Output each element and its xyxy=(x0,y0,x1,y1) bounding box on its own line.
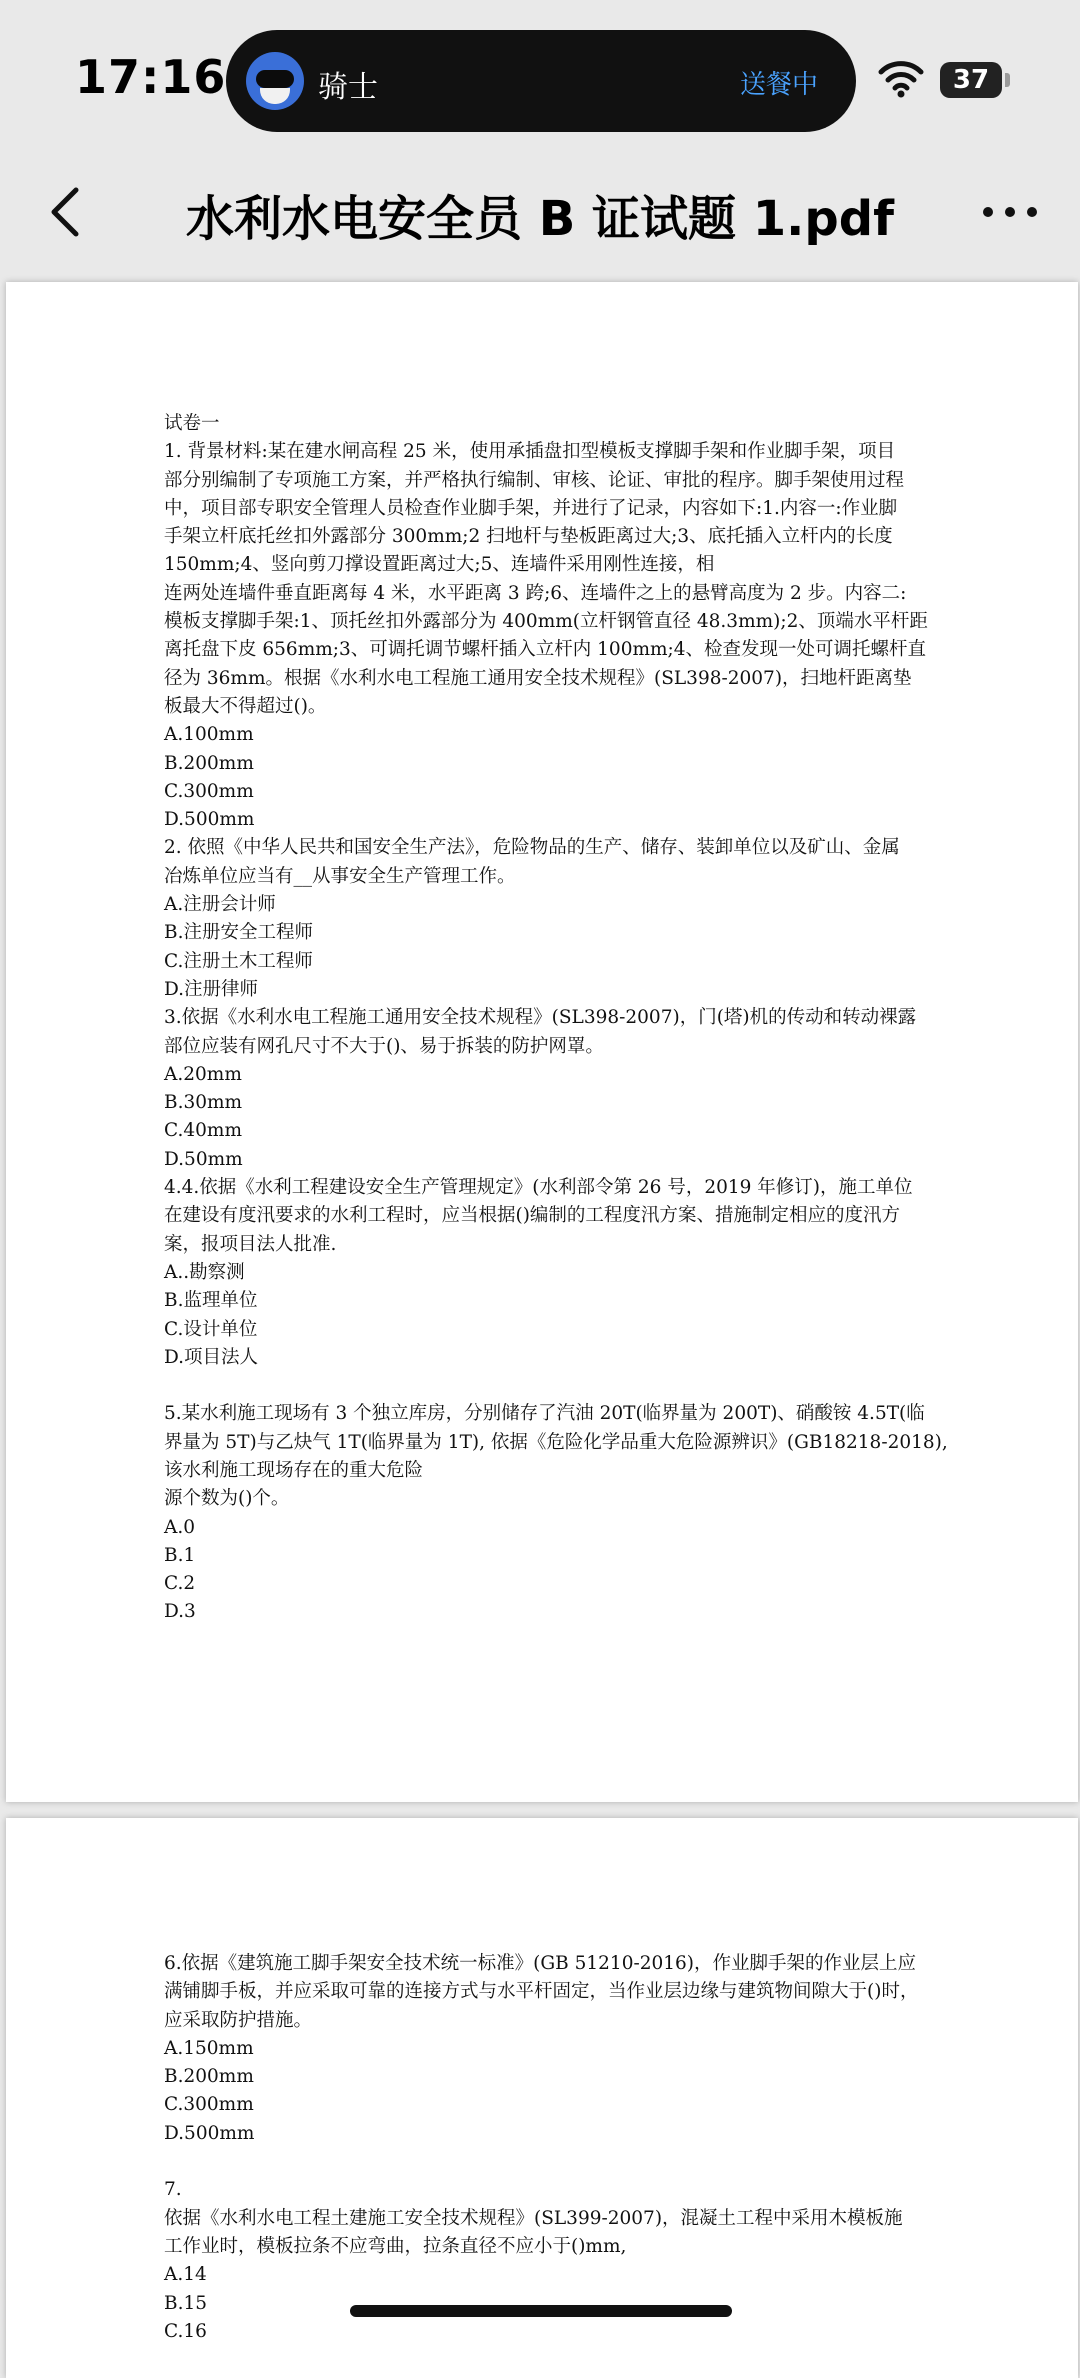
document-text-line: 离托盘下皮 656mm;3、可调托调节螺杆插入立杆内 100mm;4、检查发现一处可调托螺杆直 xyxy=(164,639,927,661)
document-text-line: 在建设有度汛要求的水利工程时，应当根据()编制的工程度汛方案、措施制定相应的度汛方 xyxy=(164,1205,900,1227)
document-text-line: 依据《水利水电工程土建施工安全技术规程》(SL399-2007)，混凝土工程中采用木模板施 xyxy=(164,2207,903,2229)
document-text-line: C.2 xyxy=(164,1573,196,1595)
document-text-line: 该水利施工现场存在的重大危险 xyxy=(164,1459,424,1481)
document-text-line: C.设计单位 xyxy=(164,1318,258,1340)
document-text-line: D.项目法人 xyxy=(164,1346,259,1368)
document-text-line: 工作业时，模板拉条不应弯曲，拉条直径不应小于()mm, xyxy=(164,2235,627,2257)
document-text-line: C.注册土木工程师 xyxy=(164,950,313,972)
document-text-line: D.注册律师 xyxy=(164,978,259,1000)
document-text-line: 5.某水利施工现场有 3 个独立库房，分别储存了汽油 20T(临界量为 200T)、硝酸铵 4.5T(临 xyxy=(164,1403,925,1425)
status-bar xyxy=(0,0,1080,160)
document-text-line: 源个数为()个。 xyxy=(164,1488,290,1510)
document-text-line: C.300mm xyxy=(164,2094,254,2116)
document-text-line: A..勘察测 xyxy=(164,1261,245,1283)
battery-icon: 37 xyxy=(940,62,1002,98)
document-text-line: B.15 xyxy=(164,2292,208,2314)
document-text-line: D.50mm xyxy=(164,1148,243,1170)
document-text-line: B.30mm xyxy=(164,1092,243,1114)
document-text-line: 150mm;4、竖向剪刀撑设置距离过大;5、连墙件采用刚性连接，相 xyxy=(164,554,715,576)
document-text-line: 1. 背景材料:某在建水闸高程 25 米，使用承插盘扣型模板支撑脚手架和作业脚手架，项目 xyxy=(164,441,896,463)
document-text-line: 案，报项目法人批准. xyxy=(164,1233,337,1255)
rider-avatar-icon xyxy=(246,52,304,110)
battery-terminal xyxy=(1005,73,1010,87)
document-text-line: B.200mm xyxy=(164,2066,254,2088)
document-text-line: D.500mm xyxy=(164,2122,255,2144)
document-text-line: 3.依据《水利水电工程施工通用安全技术规程》(SL398-2007)，门(塔)机的传动和转动裸露 xyxy=(164,1007,917,1029)
dynamic-island-live-activity[interactable] xyxy=(226,30,856,132)
back-chevron-icon[interactable] xyxy=(38,182,98,242)
live-activity-status: 送餐中 xyxy=(739,70,818,100)
document-text-line: 6.依据《建筑施工脚手架安全技术统一标准》(GB 51210-2016)，作业脚手架的作业层上应 xyxy=(164,1953,917,1974)
document-text-line xyxy=(164,1372,924,1400)
document-text-line: 界量为 5T)与乙炔气 1T(临界量为 1T), 依据《危险化学品重大危险源辨识》(GB18218-2018), xyxy=(164,1431,948,1453)
document-text-line: 径为 36mm。根据《水利水电工程施工通用安全技术规程》(SL398-2007)，扫地杆距离垫 xyxy=(164,667,912,689)
document-text-line: 板最大不得超过()。 xyxy=(164,695,327,717)
document-text-line: B.监理单位 xyxy=(164,1290,258,1312)
document-text-line: C.300mm xyxy=(164,780,254,802)
document-text-line: A.150mm xyxy=(164,2037,254,2059)
document-text-line: 应采取防护措施。 xyxy=(164,2009,313,2031)
document-text-line: B.注册安全工程师 xyxy=(164,922,313,944)
document-text-line: 4.4.依据《水利工程建设安全生产管理规定》(水利部令第 26 号，2019 年修订)，施工单位 xyxy=(164,1177,913,1199)
document-text-line: 满铺脚手板，并应采取可靠的连接方式与水平杆固定，当作业层边缘与建筑物间隙大于()时， xyxy=(164,1981,919,2003)
document-text-line: A.100mm xyxy=(164,724,254,746)
document-text-line: 手架立杆底托丝扣外露部分 300mm;2 扫地杆与垫板距离过大;3、底托插入立杆内的长度 xyxy=(164,526,893,548)
document-text-line: 连两处连墙件垂直距离每 4 米，水平距离 3 跨;6、连墙件之上的悬臂高度为 2 步。内容二: xyxy=(164,582,907,604)
document-text-line: D.3 xyxy=(164,1601,196,1623)
document-text-line: B.1 xyxy=(164,1544,196,1566)
document-text-line: 中，项目部专职安全管理人员检查作业脚手架，并进行了记录，内容如下:1.内容一:作业脚 xyxy=(164,497,898,519)
document-text-line: A.注册会计师 xyxy=(164,894,276,916)
pdf-page-1[interactable] xyxy=(6,282,1078,1802)
more-icon[interactable] xyxy=(978,182,1042,242)
live-activity-app-name: 骑士 xyxy=(318,70,378,105)
document-text-line: 冶炼单位应当有__从事安全生产管理工作。 xyxy=(164,865,516,887)
document-text-line xyxy=(164,2148,924,2176)
pdf-page-2[interactable] xyxy=(6,1818,1078,2378)
document-text-line: 模板支撑脚手架:1、顶托丝扣外露部分为 400mm(立杆钢管直径 48.3mm);2、顶端水平杆距 xyxy=(164,611,928,633)
document-text-line: C.40mm xyxy=(164,1120,243,1142)
document-text-line: A.0 xyxy=(164,1516,196,1538)
document-text-line: 试卷一 xyxy=(164,413,220,434)
status-time: 17:16 xyxy=(75,50,227,104)
document-title: 水利水电安全员 B 证试题 1.pdf xyxy=(186,191,894,247)
document-text-line: 2. 依照《中华人民共和国安全生产法》，危险物品的生产、储存、装卸单位以及矿山、金属 xyxy=(164,837,900,859)
document-text-line: D.500mm xyxy=(164,809,255,831)
document-text-line: A.14 xyxy=(164,2264,207,2286)
pdf-page-text xyxy=(164,1950,924,2346)
wifi-icon xyxy=(878,58,924,98)
document-text-line: 7. xyxy=(164,2179,182,2201)
document-text-line: C.16 xyxy=(164,2320,207,2342)
home-indicator[interactable] xyxy=(350,2305,732,2317)
document-text-line: B.200mm xyxy=(164,752,254,774)
document-text-line: 部分别编制了专项施工方案，并严格执行编制、审核、论证、审批的程序。脚手架使用过程 xyxy=(164,469,905,491)
document-text-line: 部位应装有网孔尺寸不大于()、易于拆装的防护网罩。 xyxy=(164,1035,604,1057)
pdf-page-text xyxy=(164,410,948,1627)
navigation-bar xyxy=(0,160,1080,278)
document-text-line: A.20mm xyxy=(164,1063,242,1085)
